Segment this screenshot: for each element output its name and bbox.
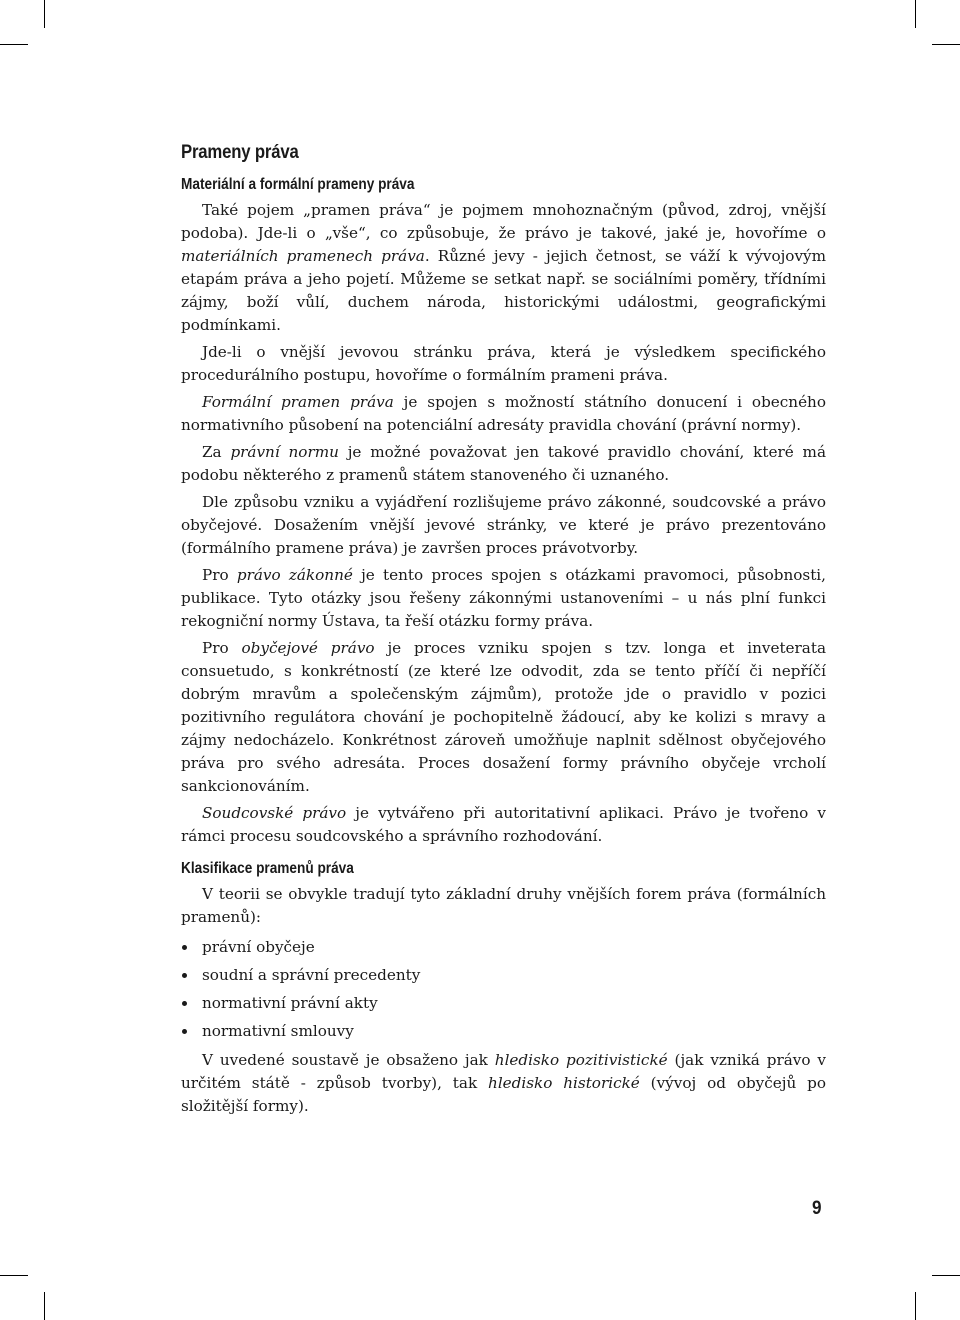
paragraph-9: V teorii se obvykle tradují tyto základní druhy vnějších forem práva (formálních pramenů): bbox=[181, 885, 826, 926]
paragraph-6: Pro právo zákonné je tento proces spojen s otázkami pravomoci, působnosti, publikace. Tyto otázky jsou řešeny zákonnými ustanoveními – u nás plní funkci rekogniční normy Ústava, ta řeší otázku formy práva. bbox=[181, 566, 826, 630]
bullet-icon bbox=[182, 945, 187, 950]
subsection-heading-classification: Klasifikace pramenů práva bbox=[181, 860, 354, 877]
crop-mark-top-right bbox=[932, 44, 960, 45]
paragraph-7: Pro obyčejové právo je proces vzniku spojen s tzv. longa et inveterata consuetudo, s konkrétností (ze které lze odvodit, zda se tento příčí či nepříčí dobrým mravům a společenským zájmům), protože jde o pravidlo v pozici pozitivního regulátora chování je pochopitelně žádoucí, aby ke kolizi s mravy a zájmy nedocházelo. Konkrétnost zároveň umožňuje naplnit sdělnost obyčejového práva pro svého adresáta. Proces dosažení formy právního obyčeje vrcholí sankcionováním. bbox=[181, 639, 827, 795]
paragraph-2: Jde-li o vnější jevovou stránku práva, která je výsledkem specifického procedurálního postupu, hovoříme o formálním prameni práva. bbox=[181, 343, 826, 384]
paragraph-3: Formální pramen práva je spojen s možností státního donucení i obecného normativního působení na potenciální adresáty pravidla chování (právní normy). bbox=[181, 393, 826, 434]
crop-mark-top-left-v bbox=[44, 0, 45, 28]
list-item: normativní smlouvy bbox=[181, 1017, 826, 1045]
list-item: soudní a správní precedenty bbox=[181, 961, 826, 989]
bullet-list bbox=[181, 933, 826, 1045]
crop-mark-bottom-right bbox=[932, 1275, 960, 1276]
bullet-icon bbox=[182, 973, 187, 978]
paragraph-8: Soudcovské právo je vytvářeno při autoritativní aplikaci. Právo je tvořeno v rámci procesu soudcovského a správního rozhodování. bbox=[181, 804, 826, 845]
list-item: právní obyčeje bbox=[181, 933, 826, 961]
paragraph-10: V uvedené soustavě je obsaženo jak hledisko pozitivistické (jak vzniká právo v určitém státě - způsob tvorby), tak hledisko historické (vývoj od obyčejů po složitější formy). bbox=[181, 1051, 826, 1115]
crop-mark-top-right-v bbox=[915, 0, 916, 28]
crop-mark-bottom-left-v bbox=[44, 1292, 45, 1320]
bullet-icon bbox=[182, 1001, 187, 1006]
paragraph-1: Také pojem „pramen práva“ je pojmem mnohoznačným (původ, zdroj, vnější podoba). Jde-li o „vše“, co způsobuje, že právo je takové, jaké je, hovoříme o materiálních pramenech práva. Různé jevy - jejich četnost, se váží k vývojovým etapám práva a jeho pojetí. Můžeme se setkat např. se sociálními poměry, třídními zájmy, boží vůlí, duchem národa, historickými událostmi, geografickými podmínkami. bbox=[181, 201, 827, 334]
crop-mark-top-left bbox=[0, 44, 28, 45]
crop-mark-bottom-right-v bbox=[915, 1292, 916, 1320]
section-heading: Prameny práva bbox=[181, 142, 299, 163]
page-body bbox=[181, 142, 826, 1122]
page-number: 9 bbox=[812, 1198, 822, 1219]
bullet-icon bbox=[182, 1029, 187, 1034]
paragraph-5: Dle způsobu vzniku a vyjádření rozlišujeme právo zákonné, soudcovské a právo obyčejové. Dosažením vnější jevové stránky, ve které je právo prezentováno (formálního pramene práva) je završen proces právotvorby. bbox=[181, 493, 826, 557]
paragraph-4: Za právní normu je možné považovat jen takové pravidlo chování, které má podobu některého z pramenů státem stanoveného či uznaného. bbox=[181, 443, 827, 484]
subsection-heading-material-formal: Materiální a formální prameny práva bbox=[181, 176, 415, 193]
list-item: normativní právní akty bbox=[181, 989, 826, 1017]
crop-mark-bottom-left bbox=[0, 1275, 28, 1276]
